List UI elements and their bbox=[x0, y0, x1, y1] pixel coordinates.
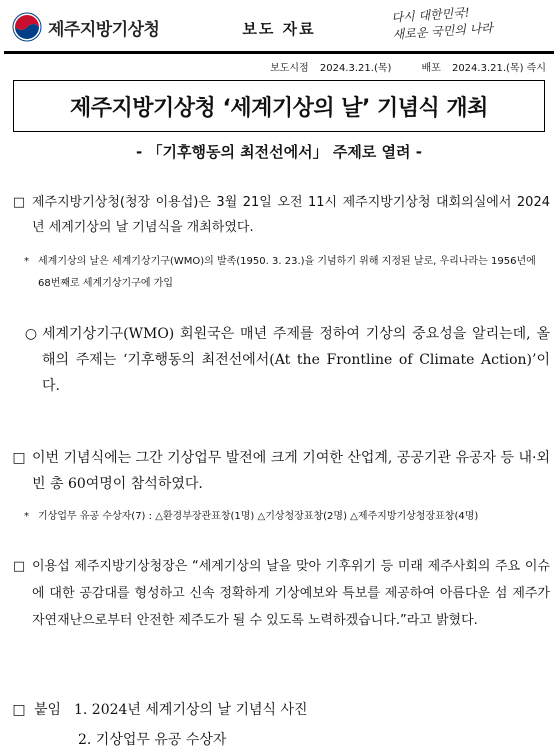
paragraph-text: 세계기상기구(WMO) 회원국은 매년 주제를 정하여 기상의 중요성을 알리는데, 올해의 주제는 ‘기후행동의 최전선에서(At the Frontline of Climate Action)’이다. bbox=[42, 326, 550, 394]
asterisk-marker: * bbox=[24, 256, 29, 267]
header-divider bbox=[4, 51, 554, 54]
release-dates bbox=[270, 59, 546, 74]
document-title: 제주지방기상청 ‘세계기상의 날’ 기념식 개최 bbox=[70, 95, 488, 121]
paragraph-2 bbox=[8, 321, 550, 399]
square-bullet: □ bbox=[12, 559, 26, 574]
org-name: 제주지방기상청 bbox=[48, 19, 160, 40]
square-bullet: □ bbox=[12, 450, 26, 466]
slogan-line-2: 새로운 국민의 나라 bbox=[392, 20, 494, 42]
note-text: 기상업무 유공 수상자(7) : △환경부장관표창(1명) △기상청장표창(2명) △제주지방기상청장표창(4명) bbox=[38, 511, 479, 522]
paragraph-1 bbox=[8, 190, 550, 240]
document-header bbox=[0, 0, 558, 58]
paragraph-4 bbox=[8, 553, 550, 634]
title-box bbox=[13, 80, 545, 132]
press-release-label: 보도 자료 bbox=[242, 20, 316, 38]
report-time-value: 2024.3.21.(목) bbox=[319, 63, 392, 74]
square-bullet: □ bbox=[12, 702, 26, 718]
release-value: 2024.3.21.(목) 즉시 bbox=[451, 63, 546, 74]
square-bullet: □ bbox=[12, 195, 26, 210]
paragraph-3 bbox=[8, 445, 550, 497]
note-1 bbox=[24, 251, 548, 295]
circle-bullet: ○ bbox=[24, 326, 38, 342]
note-text: 세계기상의 날은 세계기상기구(WMO)의 발족(1950. 3. 23.)을 기념하기 위해 지정된 날로, 우리나라는 1956년에 68번째로 세계기상기구에 가입 bbox=[38, 256, 536, 289]
paragraph-text: 이번 기념식에는 그간 기상업무 발전에 크게 기여한 산업계, 공공기관 유공자 등 내·외빈 총 60여명이 참석하였다. bbox=[32, 450, 550, 492]
attachments bbox=[8, 695, 308, 755]
document-subtitle: - 「기후행동의 최전선에서」 주제로 열려 - bbox=[136, 143, 422, 161]
asterisk-marker: * bbox=[24, 511, 29, 522]
paragraph-text: 이용섭 제주지방기상청장은 “세계기상의 날을 맞아 기후위기 등 미래 제주사회의 주요 이슈에 대한 공감대를 형성하고 신속 정확하게 기상예보와 특보를 제공하여 아름다운 섬 제주가 자연재난으로부터 안전한 제주도가 될 수 있도록 노력하겠습니다.”라고 밝혔다. bbox=[32, 559, 550, 628]
paragraph-text: 제주지방기상청(청장 이용섭)은 3월 21일 오전 11시 제주지방기상청 대회의실에서 2024년 세계기상의 날 기념식을 개최하였다. bbox=[32, 195, 550, 235]
attachments-label: 붙임 bbox=[34, 702, 62, 718]
slogan-line-1: 다시 대한민국! bbox=[391, 5, 471, 25]
note-2 bbox=[24, 506, 548, 528]
attachment-item: 2. 기상업무 유공 수상자 bbox=[78, 732, 227, 748]
attachment-item: 1. 2024년 세계기상의 날 기념식 사진 bbox=[74, 702, 308, 718]
release-label: 배포 bbox=[421, 63, 441, 74]
report-time-label: 보도시점 bbox=[270, 63, 309, 74]
